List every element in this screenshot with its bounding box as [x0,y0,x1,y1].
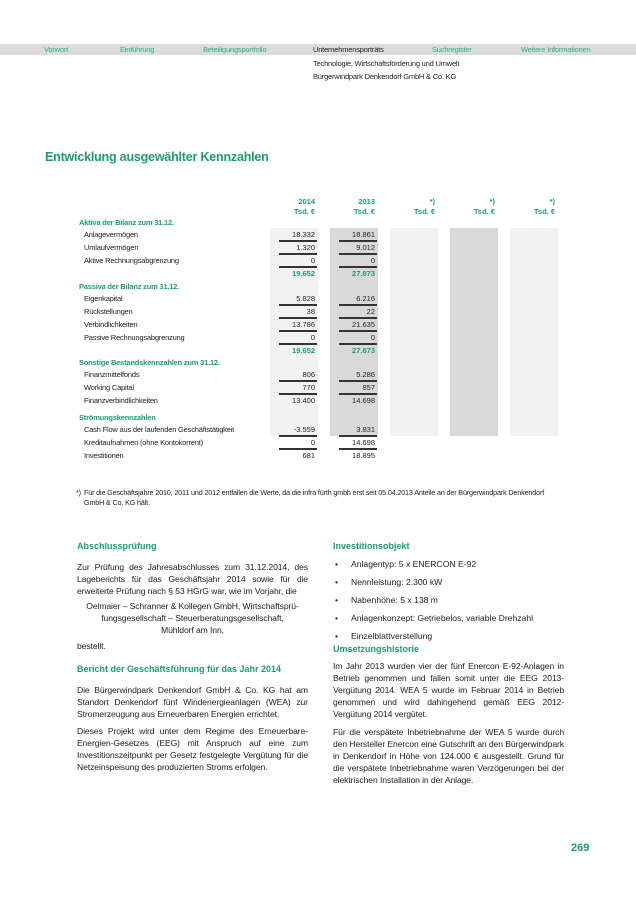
row-rule [279,240,317,242]
cell-2014: -3.559 [293,425,315,434]
row-label: Working Capital [84,383,134,392]
cell-2013: 0 [370,333,375,342]
row-rule [339,253,377,255]
top-navigation [0,44,636,55]
heading-bericht: Bericht der Geschäftsführung für das Jahr 2014 [77,664,282,674]
paragraph-bestellt: bestellt. [77,641,106,651]
cell-2014: 38 [306,307,315,316]
cell-2013: 9.012 [356,243,375,252]
row-rule [279,448,317,450]
row-rule [279,393,317,395]
breadcrumb-category[interactable]: Technologie, Wirtschaftsförderung und Umwelt [313,59,460,68]
paragraph-history-1: Im Jahr 2013 wurden vier der fünf Enercon E-92-Anlagen in Betrieb genommen und fallen somit unter die EEG 2013-Vergütung 2014. WEA 5 wurde im Februar 2014 in Betrieb genommen und wird dahingehend gemäß EEG 2012-Vergütung 2014 vergütet. [333,661,564,719]
footnote-mark: *) [76,488,81,497]
cell-2013: 14.698 [352,438,375,447]
paragraph-history-2: Für die verspätete Inbetriebnahme der WEA 5 wurde durch den Hersteller Enercon eine Gutschrift an den Bürgerwindpark in Denkendorf in Höhe von 124.000 € ausgestellt. Grund für die verspätete Inbetriebnahme waren Verzögerungen bei der elektrischen Installation in der Anlage. [333,727,564,785]
row-rule [339,380,377,382]
cell-2013: 0 [370,256,375,265]
auditor-line-3: Mühldorf am Inn, [161,625,224,635]
col-header-year: 2014 [298,197,315,206]
footnote-text: Für die Geschäftsjahre 2010, 2011 und 2012 entfallen die Werte, da die infra fürth gmbh erst seit 05.04.2013 Anteile an der Bürgerwindpark Denkendorf GmbH & Co. KG hält. [84,488,545,507]
row-rule [339,304,377,306]
paragraph-abschlusspruefung: Zur Prüfung des Jahresabschlusses zum 31.12.2014, des Lageberichts für das Geschäftsjahr 2014 sowie für die erweiterte Prüfung nach § 53 HGrG war, wie im Vorjahr, die [77,562,308,596]
cell-2013: 5.286 [356,370,375,379]
row-label: Finanzmittelfonds [84,370,140,379]
col-header-year: 2013 [358,197,375,206]
section-label-passiva: Passiva der Bilanz zum 31.12. [79,282,180,291]
row-rule [279,330,317,332]
row-label: Verbindlichkeiten [84,320,138,329]
nav-beteiligungsportfolio[interactable]: Beteiligungsportfolio [203,45,267,54]
heading-umsetzungshistorie: Umsetzungshistorie [333,644,420,654]
nav-vorwort[interactable]: Vorwort [44,45,69,54]
nav-suchregister[interactable]: Suchregister [432,45,472,54]
row-label: Eigenkapital [84,294,123,303]
section-label-stroemung: Strömungskennzahlen [79,413,156,422]
column-band-empty-1 [390,228,438,436]
cell-2013: 22 [366,307,375,316]
section-label-aktiva: Aktiva der Bilanz zum 31.12. [79,218,174,227]
row-label: Cash Flow aus der laufenden Geschäftstätigkeit [84,425,235,434]
row-rule [279,343,317,345]
row-rule [279,266,317,268]
section-label-sonstige: Sonstige Bestandskennzahlen zum 31.12. [79,358,220,367]
col-header-year: *) [549,197,555,206]
total-2014: 19.652 [292,269,315,278]
row-rule [339,266,377,268]
row-label: Passive Rechnungsabgrenzung [84,333,185,342]
paragraph-bericht-1: Die Bürgerwindpark Denkendorf GmbH & Co. KG hat am Standort Denkendorf fünf Windenergieanlagen (WEA) zur Stromerzeugung aus Erneuerbaren Energien errichtet. [77,685,308,719]
cell-2014: 13.400 [292,396,315,405]
col-header-year: *) [429,197,435,206]
breadcrumb-company[interactable]: Bürgerwindpark Denkendorf GmbH & Co. KG [313,72,457,81]
nav-unternehmensportraets[interactable]: Unternehmensporträts [313,45,384,54]
row-rule [339,240,377,242]
total-2013: 27.873 [352,269,375,278]
row-label: Aktive Rechnungsabgrenzung [84,256,179,265]
row-rule [339,393,377,395]
row-label: Anlagevermögen [84,230,138,239]
paragraph-bericht-2: Dieses Projekt wird unter dem Regime des Erneuerbare-Energien-Gesetzes (EEG) mit Anspruch auf eine zum Investitionszeitpunkt per Gesetz festgelegte Vergütung für die Netzeinspeisung des produzierten Stroms erfolgen. [77,726,308,772]
list-item: • Anlagentyp: 5 x ENERCON E-92 [333,558,533,576]
column-band-empty-3 [510,228,558,436]
column-band-empty-2 [450,228,498,436]
cell-2014: 681 [302,451,315,460]
cell-2014: 770 [302,383,315,392]
page-number: 269 [571,842,590,854]
row-rule [339,435,377,437]
heading-investitionsobjekt: Investitionsobjekt [333,541,410,551]
cell-2014: 0 [310,256,315,265]
row-rule [279,304,317,306]
col-header-unit: Tsd. € [293,207,315,216]
col-header-unit: Tsd. € [413,207,435,216]
row-rule [339,317,377,319]
cell-2013: 6.216 [356,294,375,303]
cell-2013: 21.635 [352,320,375,329]
row-label: Rückstellungen [84,307,133,316]
total-2014: 19.652 [292,346,315,355]
cell-2013: 3.831 [356,425,375,434]
section-title: Entwicklung ausgewählter Kennzahlen [45,150,269,164]
row-label: Finanzverbindlichkeiten [84,396,158,405]
list-item: • Einzelblattverstellung [333,630,533,648]
row-label: Kreditaufnahmen (ohne Kontokorrent) [84,438,203,447]
row-rule [279,253,317,255]
list-item: • Nabenhöhe: 5 x 138 m [333,594,533,612]
cell-2013: 857 [362,383,375,392]
row-rule [339,343,377,345]
row-rule [279,317,317,319]
col-header-unit: Tsd. € [473,207,495,216]
footnote [76,488,564,508]
cell-2013: 14.698 [352,396,375,405]
row-rule [339,330,377,332]
cell-2014: 5.828 [296,294,315,303]
auditor-line-2: fungsgesellschaft – Steuerberatungsgesellschaft, [101,613,284,623]
row-rule [339,448,377,450]
investitionsobjekt-list [333,558,533,648]
total-2013: 27.873 [352,346,375,355]
heading-abschlusspruefung: Abschlussprüfung [77,541,157,551]
cell-2013: 18.895 [352,451,375,460]
cell-2014: 806 [302,370,315,379]
nav-weitere-informationen[interactable]: Weitere Informationen [521,45,591,54]
list-item: • Nennleistung: 2.300 kW [333,576,533,594]
auditor-line-1: Oelmaier – Schranner & Kollegen GmbH, Wirtschaftsprü- [86,601,299,611]
cell-2014: 1.320 [296,243,315,252]
cell-2014: 0 [310,438,315,447]
cell-2014: 0 [310,333,315,342]
list-item: • Anlagenkonzept: Getriebelos, variable Drehzahl [333,612,533,630]
cell-2013: 18.861 [352,230,375,239]
row-rule [279,435,317,437]
row-label: Umlaufvermögen [84,243,139,252]
nav-einfuehrung[interactable]: Einführung [120,45,155,54]
row-rule [279,380,317,382]
cell-2014: 13.786 [292,320,315,329]
cell-2014: 18.332 [292,230,315,239]
row-label: Investitionen [84,451,124,460]
col-header-unit: Tsd. € [533,207,555,216]
col-header-unit: Tsd. € [353,207,375,216]
col-header-year: *) [489,197,495,206]
